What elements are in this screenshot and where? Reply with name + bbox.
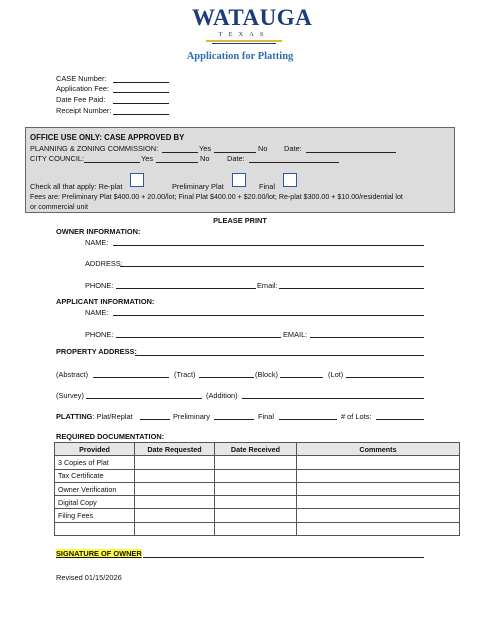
abstract-label: (Abstract) [56, 370, 89, 379]
platting-replat-label: : Plat/Replat [92, 412, 133, 421]
date-fee-paid-label: Date Fee Paid: [56, 95, 106, 104]
preliminary-field[interactable] [214, 419, 254, 420]
comments-cell[interactable] [297, 482, 460, 495]
date-requested-cell[interactable] [135, 496, 215, 509]
addition-field[interactable] [242, 398, 424, 399]
city-logo [192, 4, 313, 46]
please-print-notice: PLEASE PRINT [213, 216, 267, 225]
preliminary-plat-label: Preliminary Plat [172, 182, 224, 191]
receipt-number-field[interactable] [113, 114, 169, 115]
final-plat-label: Final [259, 182, 276, 191]
comments-cell[interactable] [297, 496, 460, 509]
signature-field[interactable] [143, 557, 424, 558]
logo-word: WATAUGA [192, 5, 313, 30]
abstract-field[interactable] [93, 377, 169, 378]
comments-cell[interactable] [297, 522, 460, 535]
date-received-cell[interactable] [215, 482, 297, 495]
date-received-cell[interactable] [215, 522, 297, 535]
owner-phone-field[interactable] [116, 288, 256, 289]
owner-phone-label: PHONE: [85, 281, 114, 290]
pz-date-label: Date: [284, 144, 302, 153]
logo-stripe [212, 43, 276, 44]
owner-name-field[interactable] [113, 245, 424, 246]
fees-line-2: or commercial unit [30, 203, 88, 211]
required-docs-heading: REQUIRED DOCUMENTATION: [56, 432, 165, 441]
platting-final-label: Final [258, 412, 275, 421]
applicant-name-field[interactable] [113, 315, 424, 316]
pz-no-field[interactable] [214, 152, 256, 153]
survey-label: (Survey) [56, 391, 84, 400]
signature-label [56, 549, 142, 558]
doc-item: 3 Copies of Plat [55, 456, 135, 469]
date-requested-cell[interactable] [135, 456, 215, 469]
owner-address-label: ADDRESS: [85, 259, 123, 268]
date-received-cell[interactable] [215, 456, 297, 469]
pz-yes-label: Yes [199, 144, 212, 153]
final-field[interactable] [279, 419, 337, 420]
replat-field[interactable] [140, 419, 170, 420]
doc-item: Filing Fees [55, 509, 135, 522]
revised-date: Revised 01/15/2026 [56, 573, 122, 582]
case-number-field[interactable] [113, 82, 169, 83]
comments-cell[interactable] [297, 456, 460, 469]
addition-label: (Addition) [206, 391, 238, 400]
council-no-label: No [200, 154, 210, 163]
case-number-label: CASE Number: [56, 74, 107, 83]
column-header-date-requested: Date Requested [135, 443, 215, 456]
owner-email-field[interactable] [279, 288, 424, 289]
receipt-number-label: Receipt Number: [56, 106, 112, 115]
logo-subtitle: TEXAS [218, 31, 270, 38]
pz-yes-field[interactable] [162, 152, 198, 153]
doc-item: Tax Certificate [55, 469, 135, 482]
date-requested-cell[interactable] [135, 482, 215, 495]
date-fee-paid-field[interactable] [113, 103, 169, 104]
preliminary-plat-checkbox[interactable] [232, 173, 246, 187]
date-requested-cell[interactable] [135, 522, 215, 535]
tract-field[interactable] [199, 377, 254, 378]
application-fee-label: Application Fee: [56, 84, 109, 93]
date-requested-cell[interactable] [135, 469, 215, 482]
table-row [55, 469, 460, 482]
comments-cell[interactable] [297, 469, 460, 482]
owner-info-heading: OWNER INFORMATION: [56, 227, 141, 236]
doc-item [55, 522, 135, 535]
comments-cell[interactable] [297, 509, 460, 522]
council-date-label: Date: [227, 154, 245, 163]
pz-date-field[interactable] [306, 152, 396, 153]
date-requested-cell[interactable] [135, 509, 215, 522]
property-address-label: PROPERTY ADDRESS: [56, 347, 137, 356]
property-address-field[interactable] [135, 355, 424, 356]
applicant-email-field[interactable] [310, 337, 424, 338]
tract-label: (Tract) [174, 370, 196, 379]
replat-checkbox[interactable] [130, 173, 144, 187]
column-header-comments: Comments [297, 443, 460, 456]
owner-address-field[interactable] [120, 266, 424, 267]
table-header-row [55, 443, 460, 456]
required-docs-table [54, 442, 460, 536]
council-date-field[interactable] [249, 162, 339, 163]
table-row [55, 509, 460, 522]
table-row [55, 456, 460, 469]
applicant-phone-label: PHONE: [85, 330, 114, 339]
applicant-info-heading: APPLICANT INFORMATION: [56, 297, 155, 306]
platting-label: PLATTING [56, 412, 93, 421]
column-header-date-received: Date Received [215, 443, 297, 456]
lots-label: # of Lots: [341, 412, 372, 421]
council-yes-label: Yes [141, 154, 154, 163]
table-row [55, 496, 460, 509]
page-title: Application for Platting [186, 51, 294, 62]
application-fee-field[interactable] [113, 92, 169, 93]
platting-preliminary-label: Preliminary [173, 412, 210, 421]
table-row [55, 522, 460, 535]
block-field[interactable] [280, 377, 323, 378]
logo-stripe [206, 40, 282, 42]
table-row [55, 482, 460, 495]
council-field[interactable] [84, 162, 140, 163]
platting-row [56, 412, 133, 421]
signature-of-owner-text: SIGNATURE OF OWNER [56, 549, 142, 558]
owner-name-label: NAME: [85, 238, 109, 247]
doc-item: Digital Copy [55, 496, 135, 509]
office-use-box [25, 127, 455, 213]
check-all-label: Check all that apply: Re-plat [30, 182, 123, 191]
lots-field[interactable] [376, 419, 424, 420]
pz-no-label: No [258, 144, 268, 153]
date-received-cell[interactable] [215, 509, 297, 522]
fees-line-1: Fees are: Preliminary Plat $400.00 + 20.00/lot; Final Plat $400.00 + $20.00/lot; Re-plat $300.00 + $10.00/residential lot [30, 193, 403, 201]
pz-commission-label: PLANNING & ZONING COMMISSION: [30, 144, 159, 153]
survey-field[interactable] [86, 398, 202, 399]
applicant-phone-field[interactable] [116, 337, 281, 338]
owner-email-label: Email: [257, 281, 278, 290]
applicant-name-label: NAME: [85, 308, 109, 317]
lot-label: (Lot) [328, 370, 344, 379]
doc-item: Owner Verification [55, 482, 135, 495]
final-plat-checkbox[interactable] [283, 173, 297, 187]
date-received-cell[interactable] [215, 469, 297, 482]
city-council-label: CITY COUNCIL: [30, 154, 85, 163]
lot-field[interactable] [346, 377, 424, 378]
council-yes-field[interactable] [156, 162, 198, 163]
block-label: (Block) [255, 370, 278, 379]
applicant-email-label: EMAIL: [283, 330, 308, 339]
office-use-heading: OFFICE USE ONLY: CASE APPROVED BY [30, 133, 185, 142]
date-received-cell[interactable] [215, 496, 297, 509]
column-header-provided: Provided [55, 443, 135, 456]
